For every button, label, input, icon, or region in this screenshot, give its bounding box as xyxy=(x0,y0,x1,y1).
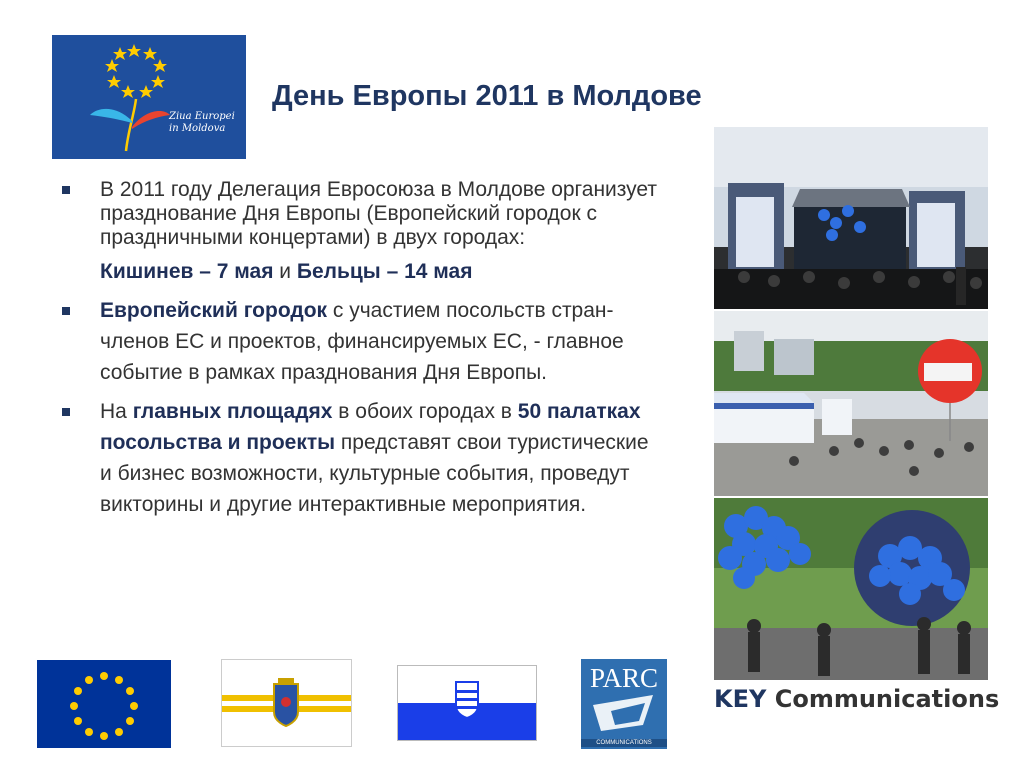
photo-stage-concert xyxy=(714,127,988,309)
bullet-2-bold: Европейский городок xyxy=(100,299,328,322)
cities-line xyxy=(62,259,662,285)
parc-logo-icon xyxy=(581,659,667,749)
bullet-2 xyxy=(62,295,662,388)
flower-stars-icon xyxy=(52,35,246,159)
city-chisinau: Кишинев – 7 мая xyxy=(100,260,274,283)
photo-blue-balloons xyxy=(714,498,988,680)
cities-and: и xyxy=(273,260,297,283)
logo-caption-line1: Ziua Europei xyxy=(169,111,235,122)
parc-label: PARC xyxy=(589,663,659,693)
parc-sub: COMMUNICATIONS xyxy=(581,739,667,747)
eu-flag-icon xyxy=(37,660,171,748)
key-communications-logo xyxy=(714,684,1006,714)
key-label-1: KEY xyxy=(714,685,767,713)
bullet-2-text: с участием посольств стран-членов ЕС и проектов, финансируемых ЕС, - главное событие в рамках празднования Дня Европы. xyxy=(100,299,624,384)
logo-caption xyxy=(169,111,246,135)
bullet-1 xyxy=(62,178,662,250)
balti-flag-icon xyxy=(397,665,537,741)
chisinau-flag-icon xyxy=(221,659,352,747)
bullet-3-post: представят свои туристические и бизнес возможности, культурные события, проведут викторины и другие интерактивные мероприятия. xyxy=(100,431,649,516)
photo-tents-balloon xyxy=(714,311,988,496)
ziua-europei-logo xyxy=(52,35,246,159)
logo-caption-line2: in Moldova xyxy=(169,123,226,134)
bullet-3-mid: в обоих городах в xyxy=(332,400,518,423)
city-balti: Бельцы – 14 мая xyxy=(296,260,473,283)
bullet-3-bold2: 50 палатках посольства и проекты xyxy=(100,400,641,454)
slide-title: День Европы 2011 в Молдове xyxy=(272,80,702,112)
bullet-marker xyxy=(62,307,70,315)
bullet-3 xyxy=(62,396,662,520)
bullet-3-bold1: главных площадях xyxy=(132,400,333,423)
bullet-3-pre: На xyxy=(100,400,133,423)
key-label-2: Communications xyxy=(766,685,1000,713)
slide-content xyxy=(62,178,662,520)
bullet-1-text: В 2011 году Делегация Евросоюза в Молдове организует празднование Дня Европы (Европейский городок с праздничными концертами) в двух городах: xyxy=(100,178,658,249)
bullet-marker xyxy=(62,408,70,416)
bullet-marker xyxy=(62,186,70,194)
